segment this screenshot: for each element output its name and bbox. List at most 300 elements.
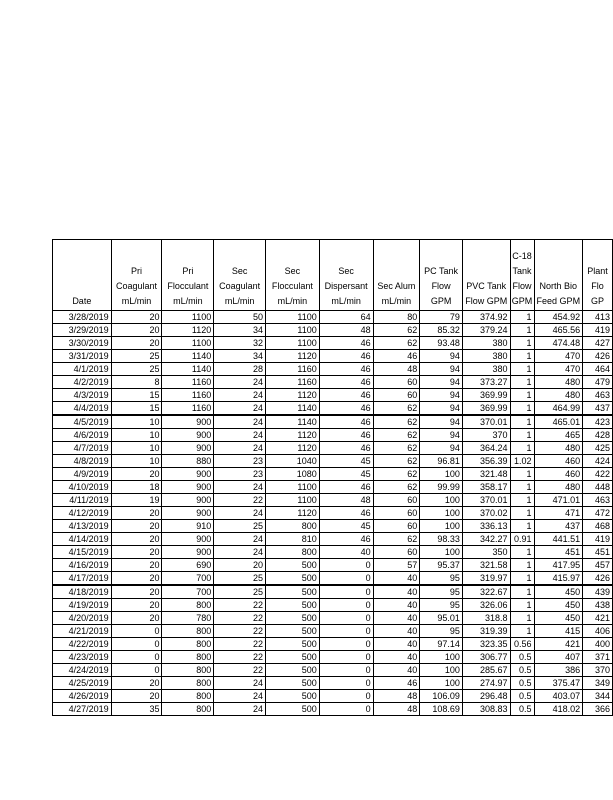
value-cell: 18 [111,481,162,494]
table-row [53,481,613,494]
value-cell: 1100 [266,494,320,507]
value-cell: 900 [162,468,214,481]
value-cell: 437 [534,520,583,533]
value-cell: 400 [583,638,613,651]
value-cell: 15 [111,402,162,416]
spreadsheet [52,239,613,716]
value-cell: 800 [162,651,214,664]
value-cell: 451 [583,546,613,559]
column-header: Sec Coagulant mL/min [214,240,266,311]
value-cell: 1120 [266,389,320,402]
value-cell: 1 [510,429,534,442]
value-cell: 40 [319,546,373,559]
value-cell: 20 [111,468,162,481]
value-cell: 94 [420,442,463,455]
table-row [53,533,613,546]
value-cell: 1 [510,599,534,612]
value-cell: 20 [111,572,162,586]
value-cell: 20 [111,612,162,625]
value-cell: 419 [583,324,613,337]
value-cell: 95.37 [420,559,463,572]
value-cell: 460 [534,468,583,481]
value-cell: 274.97 [462,677,510,690]
value-cell: 25 [111,363,162,376]
value-cell: 0.5 [510,651,534,664]
value-cell: 437 [583,402,613,416]
value-cell: 40 [373,651,420,664]
value-cell: 900 [162,442,214,455]
date-cell: 4/19/2019 [53,599,112,612]
value-cell: 46 [319,507,373,520]
value-cell: 880 [162,455,214,468]
value-cell: 25 [214,572,266,586]
value-cell: 62 [373,468,420,481]
value-cell: 366 [583,703,613,716]
value-cell: 1 [510,572,534,586]
value-cell: 0 [111,664,162,677]
date-cell: 4/15/2019 [53,546,112,559]
value-cell: 425 [583,442,613,455]
value-cell: 46 [319,415,373,429]
value-cell: 463 [583,389,613,402]
table-row [53,599,613,612]
value-cell: 62 [373,442,420,455]
value-cell: 1 [510,389,534,402]
column-header: Plant Flo GP [583,240,613,311]
value-cell: 100 [420,651,463,664]
value-cell: 480 [534,442,583,455]
value-cell: 45 [319,520,373,533]
value-cell: 62 [373,429,420,442]
value-cell: 450 [534,612,583,625]
value-cell: 463 [583,494,613,507]
date-cell: 4/21/2019 [53,625,112,638]
value-cell: 500 [266,625,320,638]
value-cell: 0 [319,559,373,572]
value-cell: 100 [420,494,463,507]
value-cell: 1040 [266,455,320,468]
value-cell: 48 [319,324,373,337]
value-cell: 417.95 [534,559,583,572]
table-row [53,572,613,586]
value-cell: 500 [266,651,320,664]
table-row [53,520,613,533]
date-cell: 4/26/2019 [53,690,112,703]
value-cell: 1100 [266,311,320,324]
value-cell: 1100 [266,337,320,350]
value-cell: 20 [111,559,162,572]
value-cell: 1160 [162,402,214,416]
value-cell: 407 [534,651,583,664]
value-cell: 460 [534,455,583,468]
value-cell: 900 [162,429,214,442]
value-cell: 0.5 [510,703,534,716]
value-cell: 370 [462,429,510,442]
value-cell: 0.5 [510,677,534,690]
date-cell: 4/9/2019 [53,468,112,481]
value-cell: 62 [373,481,420,494]
value-cell: 0 [319,599,373,612]
date-cell: 4/10/2019 [53,481,112,494]
value-cell: 1120 [266,442,320,455]
value-cell: 800 [162,625,214,638]
value-cell: 448 [583,481,613,494]
value-cell: 370 [583,664,613,677]
value-cell: 95 [420,572,463,586]
value-cell: 0 [319,664,373,677]
value-cell: 35 [111,703,162,716]
table-row [53,389,613,402]
value-cell: 1100 [266,481,320,494]
value-cell: 418.02 [534,703,583,716]
value-cell: 100 [420,468,463,481]
column-header: Sec Dispersant mL/min [319,240,373,311]
value-cell: 1100 [162,337,214,350]
value-cell: 1 [510,402,534,416]
value-cell: 500 [266,612,320,625]
value-cell: 465.56 [534,324,583,337]
column-header: Sec Alum mL/min [373,240,420,311]
date-cell: 4/7/2019 [53,442,112,455]
value-cell: 0 [319,625,373,638]
table-row [53,311,613,324]
value-cell: 48 [373,363,420,376]
table-row [53,324,613,337]
value-cell: 370.01 [462,494,510,507]
date-cell: 4/27/2019 [53,703,112,716]
date-cell: 4/18/2019 [53,585,112,599]
value-cell: 450 [534,599,583,612]
value-cell: 0.56 [510,638,534,651]
value-cell: 500 [266,599,320,612]
value-cell: 1140 [162,350,214,363]
value-cell: 358.17 [462,481,510,494]
value-cell: 46 [319,481,373,494]
value-cell: 319.39 [462,625,510,638]
value-cell: 380 [462,363,510,376]
value-cell: 296.48 [462,690,510,703]
table-row [53,690,613,703]
value-cell: 40 [373,599,420,612]
column-header: Sec Flocculant mL/min [266,240,320,311]
table-body [53,311,613,716]
value-cell: 465.01 [534,415,583,429]
date-cell: 3/30/2019 [53,337,112,350]
value-cell: 1 [510,546,534,559]
value-cell: 500 [266,559,320,572]
value-cell: 0 [319,690,373,703]
value-cell: 22 [214,625,266,638]
value-cell: 500 [266,585,320,599]
value-cell: 99.99 [420,481,463,494]
value-cell: 22 [214,638,266,651]
table-row [53,664,613,677]
value-cell: 85.32 [420,324,463,337]
value-cell: 94 [420,376,463,389]
value-cell: 438 [583,599,613,612]
value-cell: 79 [420,311,463,324]
value-cell: 48 [373,690,420,703]
value-cell: 64 [319,311,373,324]
value-cell: 100 [420,507,463,520]
value-cell: 34 [214,350,266,363]
value-cell: 1 [510,324,534,337]
value-cell: 23 [214,468,266,481]
value-cell: 421 [583,612,613,625]
value-cell: 57 [373,559,420,572]
value-cell: 22 [214,494,266,507]
value-cell: 1 [510,481,534,494]
value-cell: 318.8 [462,612,510,625]
value-cell: 454.92 [534,311,583,324]
date-cell: 4/14/2019 [53,533,112,546]
value-cell: 19 [111,494,162,507]
value-cell: 95.01 [420,612,463,625]
value-cell: 23 [214,455,266,468]
value-cell: 20 [111,337,162,350]
value-cell: 1100 [266,324,320,337]
value-cell: 900 [162,481,214,494]
value-cell: 319.97 [462,572,510,586]
table-row [53,415,613,429]
value-cell: 10 [111,415,162,429]
value-cell: 62 [373,455,420,468]
value-cell: 40 [373,638,420,651]
table-row [53,494,613,507]
value-cell: 369.99 [462,389,510,402]
value-cell: 464 [583,363,613,376]
value-cell: 20 [111,533,162,546]
value-cell: 403.07 [534,690,583,703]
date-cell: 4/23/2019 [53,651,112,664]
value-cell: 60 [373,494,420,507]
value-cell: 46 [319,429,373,442]
table-row [53,455,613,468]
value-cell: 900 [162,546,214,559]
value-cell: 24 [214,402,266,416]
value-cell: 0.5 [510,664,534,677]
value-cell: 1 [510,585,534,599]
table-row [53,442,613,455]
value-cell: 369.99 [462,402,510,416]
value-cell: 46 [319,337,373,350]
value-cell: 900 [162,415,214,429]
value-cell: 24 [214,481,266,494]
value-cell: 24 [214,429,266,442]
date-cell: 4/1/2019 [53,363,112,376]
value-cell: 8 [111,376,162,389]
value-cell: 1.02 [510,455,534,468]
value-cell: 106.09 [420,690,463,703]
table-row [53,585,613,599]
table-row [53,638,613,651]
value-cell: 439 [583,585,613,599]
value-cell: 22 [214,612,266,625]
value-cell: 1 [510,337,534,350]
value-cell: 24 [214,546,266,559]
value-cell: 15 [111,389,162,402]
table-row [53,612,613,625]
value-cell: 40 [373,572,420,586]
value-cell: 800 [162,703,214,716]
value-cell: 0.5 [510,690,534,703]
value-cell: 413 [583,311,613,324]
value-cell: 1160 [162,389,214,402]
value-cell: 0 [319,612,373,625]
value-cell: 32 [214,337,266,350]
value-cell: 97.14 [420,638,463,651]
value-cell: 1080 [266,468,320,481]
value-cell: 0 [111,625,162,638]
table-row [53,559,613,572]
value-cell: 379.24 [462,324,510,337]
value-cell: 24 [214,507,266,520]
value-cell: 1 [510,559,534,572]
value-cell: 423 [583,415,613,429]
value-cell: 322.67 [462,585,510,599]
value-cell: 800 [162,664,214,677]
value-cell: 306.77 [462,651,510,664]
value-cell: 1140 [162,363,214,376]
table-row [53,350,613,363]
value-cell: 364.24 [462,442,510,455]
value-cell: 94 [420,429,463,442]
value-cell: 45 [319,455,373,468]
value-cell: 464.99 [534,402,583,416]
value-cell: 46 [319,363,373,376]
value-cell: 0 [111,638,162,651]
date-cell: 3/29/2019 [53,324,112,337]
value-cell: 472 [583,507,613,520]
value-cell: 24 [214,703,266,716]
value-cell: 60 [373,546,420,559]
table-row [53,402,613,416]
value-cell: 500 [266,703,320,716]
value-cell: 480 [534,389,583,402]
date-cell: 4/25/2019 [53,677,112,690]
value-cell: 285.67 [462,664,510,677]
value-cell: 800 [162,690,214,703]
value-cell: 60 [373,520,420,533]
value-cell: 45 [319,468,373,481]
value-cell: 60 [373,389,420,402]
value-cell: 800 [162,599,214,612]
value-cell: 20 [111,585,162,599]
column-header: C-18 Tank Flow GPM [510,240,534,311]
column-header: North Bio Feed GPM [534,240,583,311]
value-cell: 24 [214,690,266,703]
value-cell: 1 [510,494,534,507]
value-cell: 95 [420,625,463,638]
value-cell: 46 [319,402,373,416]
column-header: PVC Tank Flow GPM [462,240,510,311]
value-cell: 24 [214,376,266,389]
value-cell: 900 [162,533,214,546]
value-cell: 94 [420,402,463,416]
value-cell: 1 [510,376,534,389]
value-cell: 108.69 [420,703,463,716]
value-cell: 321.48 [462,468,510,481]
value-cell: 24 [214,415,266,429]
table-row [53,363,613,376]
value-cell: 94 [420,389,463,402]
table-row [53,703,613,716]
value-cell: 0.91 [510,533,534,546]
value-cell: 457 [583,559,613,572]
value-cell: 100 [420,664,463,677]
value-cell: 46 [373,350,420,363]
table-row [53,468,613,481]
value-cell: 474.48 [534,337,583,350]
value-cell: 336.13 [462,520,510,533]
value-cell: 700 [162,585,214,599]
value-cell: 46 [319,442,373,455]
value-cell: 500 [266,690,320,703]
value-cell: 800 [162,638,214,651]
value-cell: 342.27 [462,533,510,546]
value-cell: 480 [534,481,583,494]
value-cell: 800 [266,546,320,559]
value-cell: 1120 [266,507,320,520]
value-cell: 0 [319,677,373,690]
value-cell: 48 [319,494,373,507]
value-cell: 450 [534,585,583,599]
value-cell: 374.92 [462,311,510,324]
value-cell: 1120 [162,324,214,337]
date-cell: 4/13/2019 [53,520,112,533]
value-cell: 46 [319,533,373,546]
date-cell: 4/22/2019 [53,638,112,651]
date-cell: 4/20/2019 [53,612,112,625]
value-cell: 34 [214,324,266,337]
value-cell: 470 [534,363,583,376]
value-cell: 480 [534,376,583,389]
value-cell: 20 [111,520,162,533]
value-cell: 0 [319,572,373,586]
date-cell: 4/24/2019 [53,664,112,677]
value-cell: 0 [319,585,373,599]
value-cell: 424 [583,455,613,468]
value-cell: 62 [373,402,420,416]
value-cell: 20 [111,546,162,559]
date-cell: 4/12/2019 [53,507,112,520]
value-cell: 1140 [266,402,320,416]
value-cell: 40 [373,664,420,677]
value-cell: 94 [420,350,463,363]
value-cell: 22 [214,664,266,677]
date-cell: 4/11/2019 [53,494,112,507]
value-cell: 100 [420,546,463,559]
value-cell: 10 [111,429,162,442]
value-cell: 40 [373,625,420,638]
value-cell: 419 [583,533,613,546]
value-cell: 350 [462,546,510,559]
value-cell: 321.58 [462,559,510,572]
value-cell: 0 [319,638,373,651]
value-cell: 1120 [266,350,320,363]
value-cell: 500 [266,638,320,651]
value-cell: 60 [373,376,420,389]
date-cell: 4/8/2019 [53,455,112,468]
table-row [53,625,613,638]
value-cell: 20 [111,677,162,690]
value-cell: 380 [462,350,510,363]
table-row [53,376,613,389]
value-cell: 1 [510,311,534,324]
value-cell: 470 [534,350,583,363]
value-cell: 25 [214,585,266,599]
value-cell: 62 [373,324,420,337]
